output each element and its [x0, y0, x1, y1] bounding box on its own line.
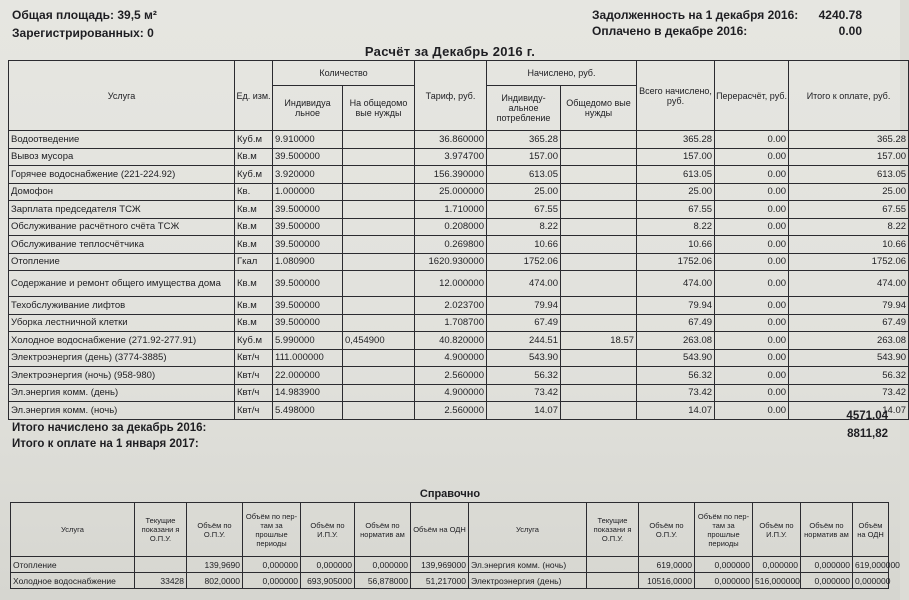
accrued-common: [561, 166, 637, 184]
qty-common: [343, 384, 415, 402]
recalc: 0.00: [715, 402, 789, 420]
ref-cell: 516,000000: [753, 573, 801, 589]
qty-common: [343, 148, 415, 166]
service-name: Домофон: [9, 183, 235, 201]
table-row: [9, 253, 909, 271]
unit: Квт/ч: [235, 384, 273, 402]
total-accrued: 14.07: [637, 402, 715, 420]
unit: Куб.м: [235, 332, 273, 350]
recalc: 0.00: [715, 131, 789, 149]
qty-common: [343, 349, 415, 367]
tariff: 2.023700: [415, 297, 487, 315]
recalc: 0.00: [715, 384, 789, 402]
to-pay: 613.05: [789, 166, 909, 184]
to-pay: 14.07: [789, 402, 909, 420]
recalc: 0.00: [715, 314, 789, 332]
accrued-common: [561, 236, 637, 254]
ref-cell: 0,000000: [853, 573, 889, 589]
to-pay: 67.55: [789, 201, 909, 219]
accrued-individual: 8.22: [487, 218, 561, 236]
ref-col-header: Объём по И.П.У.: [301, 503, 355, 557]
total-accrued: 67.55: [637, 201, 715, 219]
ref-col-header: Объём по О.П.У.: [639, 503, 695, 557]
accrued-common: [561, 201, 637, 219]
service-name: Эл.энергия комм. (день): [9, 384, 235, 402]
ref-col-header: Услуга: [469, 503, 587, 557]
total-to-pay-value: 8811,82: [847, 428, 888, 440]
tariff: 25.000000: [415, 183, 487, 201]
recalc: 0.00: [715, 253, 789, 271]
accrued-common: [561, 183, 637, 201]
tariff: 0.208000: [415, 218, 487, 236]
ref-cell: 0,000000: [301, 557, 355, 573]
col-header-recalc: Перерасчёт, руб.: [715, 61, 789, 131]
tariff: 1620.930000: [415, 253, 487, 271]
total-accrued: 25.00: [637, 183, 715, 201]
qty-individual: 22.000000: [273, 367, 343, 385]
service-name: Холодное водоснабжение (271.92-277.91): [9, 332, 235, 350]
ref-cell: Отопление: [11, 557, 135, 573]
unit: Квт/ч: [235, 402, 273, 420]
tariff: 2.560000: [415, 367, 487, 385]
unit: Кв.м: [235, 201, 273, 219]
total-accrued: 474.00: [637, 271, 715, 297]
ref-col-header: Объём по норматив ам: [801, 503, 853, 557]
tariff: 2.560000: [415, 402, 487, 420]
ref-cell: [135, 557, 187, 573]
total-accrued-value: 4571.04: [846, 410, 888, 422]
accrued-individual: 613.05: [487, 166, 561, 184]
col-header-service: Услуга: [9, 61, 235, 131]
reference-row: [11, 557, 889, 573]
unit: Кв.м: [235, 218, 273, 236]
accrued-individual: 474.00: [487, 271, 561, 297]
qty-individual: 14.983900: [273, 384, 343, 402]
qty-individual: 111.000000: [273, 349, 343, 367]
service-name: Уборка лестничной клетки: [9, 314, 235, 332]
qty-common: [343, 297, 415, 315]
total-accrued: 365.28: [637, 131, 715, 149]
tariff: 12.000000: [415, 271, 487, 297]
ref-cell: Эл.энергия комм. (ночь): [469, 557, 587, 573]
qty-individual: 39.500000: [273, 314, 343, 332]
recalc: 0.00: [715, 332, 789, 350]
col-header-qty-common: На общедомо вые нужды: [343, 86, 415, 131]
ref-cell: 0,000000: [753, 557, 801, 573]
unit: Квт/ч: [235, 367, 273, 385]
table-row: [9, 271, 909, 297]
to-pay: 474.00: [789, 271, 909, 297]
ref-col-header: Объём по пер-там за прошлые периоды: [243, 503, 301, 557]
qty-common: [343, 201, 415, 219]
accrued-common: [561, 349, 637, 367]
table-row: [9, 384, 909, 402]
qty-common: [343, 253, 415, 271]
qty-individual: 39.500000: [273, 297, 343, 315]
ref-col-header: Объём по И.П.У.: [753, 503, 801, 557]
recalc: 0.00: [715, 271, 789, 297]
table-row: [9, 314, 909, 332]
recalc: 0.00: [715, 183, 789, 201]
service-name: Отопление: [9, 253, 235, 271]
table-row: [9, 148, 909, 166]
col-header-tariff: Тариф, руб.: [415, 61, 487, 131]
area-value: 39,5 м²: [117, 8, 157, 22]
ref-col-header: Объём по О.П.У.: [187, 503, 243, 557]
qty-common: [343, 236, 415, 254]
qty-common: [343, 131, 415, 149]
service-name: Водоотведение: [9, 131, 235, 149]
col-header-quantity: Количество: [273, 61, 415, 86]
total-accrued: 73.42: [637, 384, 715, 402]
service-name: Эл.энергия комм. (ночь): [9, 402, 235, 420]
service-name: Техобслуживание лифтов: [9, 297, 235, 315]
qty-individual: 39.500000: [273, 271, 343, 297]
to-pay: 79.94: [789, 297, 909, 315]
recalc: 0.00: [715, 166, 789, 184]
accrued-individual: 79.94: [487, 297, 561, 315]
tariff: 0.269800: [415, 236, 487, 254]
to-pay: 67.49: [789, 314, 909, 332]
tariff: 36.860000: [415, 131, 487, 149]
ref-cell: Холодное водоснабжение: [11, 573, 135, 589]
unit: Кв.м: [235, 271, 273, 297]
col-header-total: Всего начислено, руб.: [637, 61, 715, 131]
total-accrued: 1752.06: [637, 253, 715, 271]
total-accrued: 67.49: [637, 314, 715, 332]
recalc: 0.00: [715, 236, 789, 254]
reference-title: Справочно: [419, 488, 481, 500]
ref-cell: 802,0000: [187, 573, 243, 589]
to-pay: 1752.06: [789, 253, 909, 271]
to-pay: 157.00: [789, 148, 909, 166]
registered-label: Зарегистрированных:: [12, 26, 144, 40]
paid-line: [592, 24, 892, 38]
qty-common: [343, 271, 415, 297]
debt-label: Задолженность на 1 декабря 2016:: [592, 8, 799, 22]
accrued-individual: 67.49: [487, 314, 561, 332]
accrued-common: [561, 402, 637, 420]
unit: Гкал: [235, 253, 273, 271]
col-header-qty-individual: Индивидуа льное: [273, 86, 343, 131]
accrued-common: [561, 297, 637, 315]
unit: Куб.м: [235, 166, 273, 184]
service-name: Обслуживание теплосчётчика: [9, 236, 235, 254]
qty-individual: 39.500000: [273, 148, 343, 166]
qty-individual: 9.910000: [273, 131, 343, 149]
qty-individual: 39.500000: [273, 218, 343, 236]
ref-col-header: Текущие показани я О.П.У.: [135, 503, 187, 557]
qty-individual: 39.500000: [273, 236, 343, 254]
paid-value: 0.00: [838, 24, 862, 38]
ref-cell: 56,878000: [355, 573, 411, 589]
qty-individual: 39.500000: [273, 201, 343, 219]
total-to-pay-label: Итого к оплате на 1 января 2017:: [12, 438, 199, 450]
table-row: [9, 297, 909, 315]
accrued-individual: 67.55: [487, 201, 561, 219]
accrued-individual: 1752.06: [487, 253, 561, 271]
debt-value: 4240.78: [818, 8, 862, 22]
qty-individual: 1.080900: [273, 253, 343, 271]
qty-individual: 5.990000: [273, 332, 343, 350]
accrued-individual: 244.51: [487, 332, 561, 350]
ref-cell: 0,000000: [355, 557, 411, 573]
qty-individual: 3.920000: [273, 166, 343, 184]
ref-cell: 619,000000: [853, 557, 889, 573]
service-name: Электроэнергия (день) (3774-3885): [9, 349, 235, 367]
accrued-common: [561, 148, 637, 166]
recalc: 0.00: [715, 297, 789, 315]
unit: Квт/ч: [235, 349, 273, 367]
reference-row: [11, 573, 889, 589]
to-pay: 543.90: [789, 349, 909, 367]
ref-cell: 0,000000: [695, 557, 753, 573]
total-accrued: 613.05: [637, 166, 715, 184]
tariff: 1.708700: [415, 314, 487, 332]
accrued-common: [561, 218, 637, 236]
area-line: [12, 8, 157, 22]
qty-common: [343, 402, 415, 420]
reference-table: [10, 502, 900, 589]
tariff: 156.390000: [415, 166, 487, 184]
tariff: 40.820000: [415, 332, 487, 350]
tariff: 1.710000: [415, 201, 487, 219]
qty-common: [343, 183, 415, 201]
accrued-common: [561, 384, 637, 402]
unit: Кв.м: [235, 148, 273, 166]
table-row: [9, 201, 909, 219]
ref-col-header: Объём по пер-там за прошлые периоды: [695, 503, 753, 557]
area-label: Общая площадь:: [12, 8, 115, 22]
unit: Кв.м: [235, 314, 273, 332]
ref-col-header: Объём по норматив ам: [355, 503, 411, 557]
ref-cell: 0,000000: [801, 573, 853, 589]
ref-cell: 0,000000: [243, 573, 301, 589]
to-pay: 56.32: [789, 367, 909, 385]
accrued-individual: 543.90: [487, 349, 561, 367]
to-pay: 25.00: [789, 183, 909, 201]
col-header-to-pay: Итого к оплате, руб.: [789, 61, 909, 131]
ref-cell: Электроэнергия (день): [469, 573, 587, 589]
tariff: 3.974700: [415, 148, 487, 166]
ref-cell: 139,9690: [187, 557, 243, 573]
unit: Кв.: [235, 183, 273, 201]
total-accrued: 79.94: [637, 297, 715, 315]
qty-common: [343, 367, 415, 385]
total-accrued: 157.00: [637, 148, 715, 166]
accrued-individual: 14.07: [487, 402, 561, 420]
service-name: Обслуживание расчётного счёта ТСЖ: [9, 218, 235, 236]
service-name: Горячее водоснабжение (221-224.92): [9, 166, 235, 184]
qty-common: 0,454900: [343, 332, 415, 350]
unit: Кв.м: [235, 297, 273, 315]
debt-line: [592, 8, 892, 22]
unit: Кв.м: [235, 236, 273, 254]
table-row: [9, 183, 909, 201]
ref-col-header: Объём на ОДН: [411, 503, 469, 557]
accrued-individual: 365.28: [487, 131, 561, 149]
accrued-common: [561, 131, 637, 149]
table-row: [9, 367, 909, 385]
qty-individual: 1.000000: [273, 183, 343, 201]
qty-individual: 5.498000: [273, 402, 343, 420]
total-accrued-label: Итого начислено за декабрь 2016:: [12, 422, 207, 434]
accrued-individual: 10.66: [487, 236, 561, 254]
accrued-common: [561, 253, 637, 271]
ref-cell: 0,000000: [801, 557, 853, 573]
tariff: 4.900000: [415, 384, 487, 402]
total-accrued: 8.22: [637, 218, 715, 236]
to-pay: 365.28: [789, 131, 909, 149]
accrued-common: [561, 367, 637, 385]
table-row: [9, 236, 909, 254]
ref-cell: 10516,0000: [639, 573, 695, 589]
service-name: Электроэнергия (ночь) (958-980): [9, 367, 235, 385]
ref-cell: 0,000000: [243, 557, 301, 573]
table-row: [9, 332, 909, 350]
table-row: [9, 402, 909, 420]
col-header-unit: Ед. изм.: [235, 61, 273, 131]
ref-cell: 0,000000: [695, 573, 753, 589]
total-accrued: 543.90: [637, 349, 715, 367]
total-accrued: 56.32: [637, 367, 715, 385]
tariff: 4.900000: [415, 349, 487, 367]
ref-col-header: Объём на ОДН: [853, 503, 889, 557]
qty-common: [343, 314, 415, 332]
accrued-individual: 25.00: [487, 183, 561, 201]
ref-cell: 139,969000: [411, 557, 469, 573]
col-header-accrued: Начислено, руб.: [487, 61, 637, 86]
service-name: Вывоз мусора: [9, 148, 235, 166]
recalc: 0.00: [715, 349, 789, 367]
ref-cell: [587, 557, 639, 573]
to-pay: 10.66: [789, 236, 909, 254]
table-row: [9, 218, 909, 236]
col-header-acc-individual: Индивиду- альное потребление: [487, 86, 561, 131]
to-pay: 73.42: [789, 384, 909, 402]
registered-line: [12, 26, 154, 40]
ref-cell: 619,0000: [639, 557, 695, 573]
table-row: [9, 131, 909, 149]
ref-cell: 693,905000: [301, 573, 355, 589]
col-header-acc-common: Общедомо вые нужды: [561, 86, 637, 131]
page-title: Расчёт за Декабрь 2016 г.: [364, 44, 536, 59]
ref-col-header: Услуга: [11, 503, 135, 557]
ref-cell: [587, 573, 639, 589]
service-name: Содержание и ремонт общего имущества дома: [9, 271, 235, 297]
accrued-individual: 56.32: [487, 367, 561, 385]
table-row: [9, 166, 909, 184]
charges-table: [8, 60, 909, 420]
accrued-individual: 157.00: [487, 148, 561, 166]
recalc: 0.00: [715, 201, 789, 219]
qty-common: [343, 218, 415, 236]
total-accrued: 263.08: [637, 332, 715, 350]
recalc: 0.00: [715, 148, 789, 166]
to-pay: 8.22: [789, 218, 909, 236]
ref-cell: 33428: [135, 573, 187, 589]
table-row: [9, 349, 909, 367]
accrued-common: 18.57: [561, 332, 637, 350]
ref-col-header: Текущие показани я О.П.У.: [587, 503, 639, 557]
to-pay: 263.08: [789, 332, 909, 350]
total-accrued: 10.66: [637, 236, 715, 254]
service-name: Зарплата председателя ТСЖ: [9, 201, 235, 219]
unit: Куб.м: [235, 131, 273, 149]
accrued-common: [561, 314, 637, 332]
paid-label: Оплачено в декабре 2016:: [592, 24, 748, 38]
recalc: 0.00: [715, 367, 789, 385]
accrued-individual: 73.42: [487, 384, 561, 402]
recalc: 0.00: [715, 218, 789, 236]
accrued-common: [561, 271, 637, 297]
registered-value: 0: [147, 26, 154, 40]
ref-cell: 51,217000: [411, 573, 469, 589]
qty-common: [343, 166, 415, 184]
